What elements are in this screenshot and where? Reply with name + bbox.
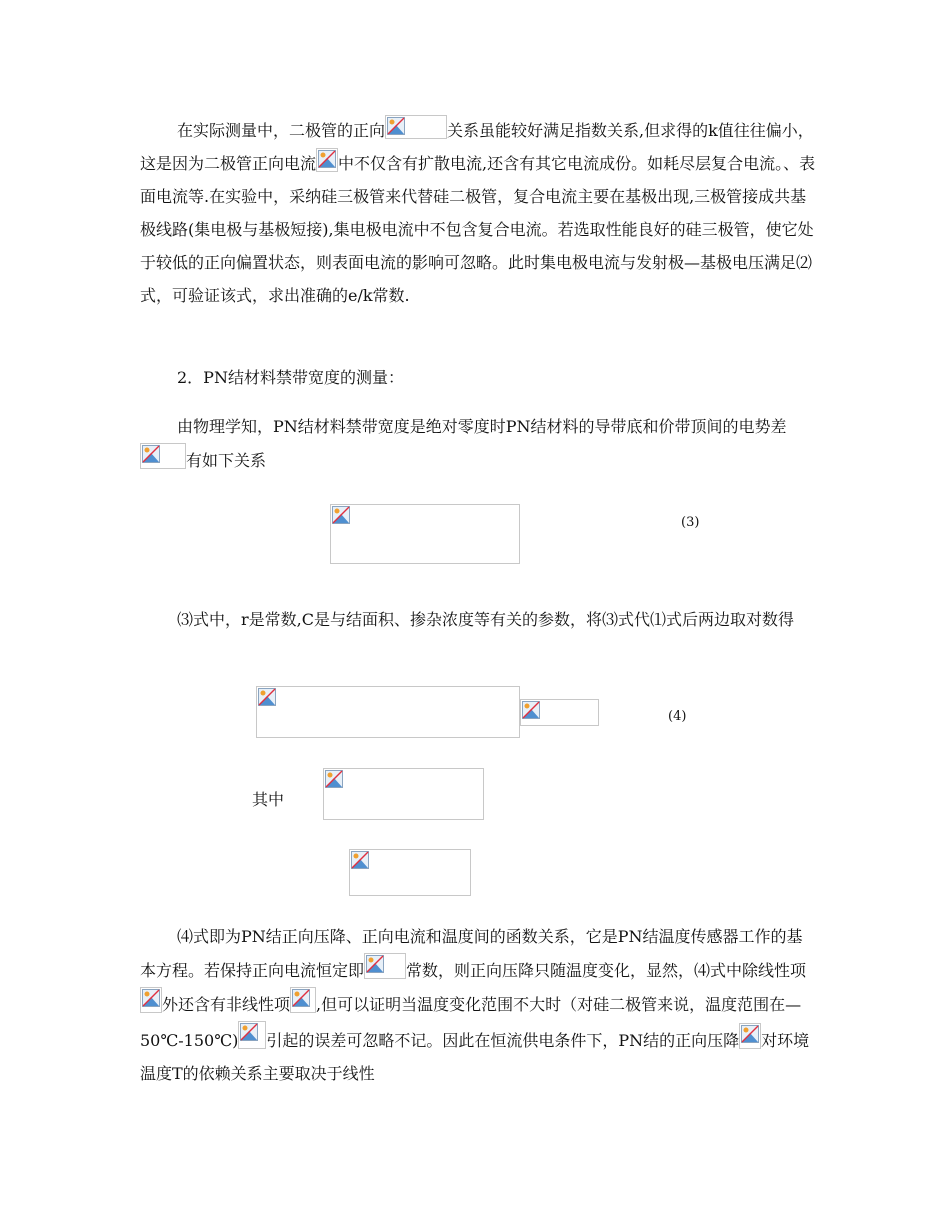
equation-4-image [256,686,520,738]
equation-3-image [330,504,520,564]
equation-4-number: (4) [668,709,687,724]
broken-image-icon [240,1023,258,1041]
section-heading: 2．PN结材料禁带宽度的测量： [177,368,404,387]
definition-1-image [323,768,484,820]
broken-image-icon [142,989,160,1007]
broken-image-icon [142,445,160,463]
equation-4-term-image [520,699,599,726]
broken-image-icon [292,989,310,1007]
paragraph-1: 在实际测量中，二极管的正向 关系虽能较好满足指数关系,但求得的k值往往偏小，这是因为二极管正向电流 中不仅含有扩散电流,还含有其它电流成份。如耗尽层复合电流。、表面电流等.在实验中，采纳硅三极管来代替硅二极管，复合电流主要在基极出现,三极管接成共基极线路(集电极与基极短接),集电极电流中不包含复合电流。若选取性能良好的硅三极管，使它处于较低的正向偏置状态，则表面电流的影响可忽略。此时集电极电流与发射极—基极电压满足⑵式，可验证该式，求出准确的e/k常数. [140,114,816,312]
formula-image-placeholder [739,1023,761,1049]
broken-image-icon [387,117,405,135]
paragraph-5: ⑷式即为PN结正向压降、正向电流和温度间的函数关系，它是PN结温度传感器工作的基本方程。若保持正向电流恒定即 常数，则正向压降只随温度变化，显然，⑷式中除线性项 外还含有非线性项 ,但可以证明当温度变化范围不大时（对硅二极管来说，温度范围在—50℃-150℃) 引起的误差可忽略不记。因此在恒流供电条件下，PN结的正向压降 对环境温度T的依赖关系主要取决于线性 [140,927,810,1083]
broken-image-icon [522,701,540,719]
paragraph-3: 由物理学知，PN结材料禁带宽度是绝对零度时PN结材料的导带底和价带顶间的电势差 有如下关系 [140,410,816,477]
broken-image-icon [318,150,336,168]
broken-image-icon [741,1025,759,1043]
formula-image-placeholder [385,115,447,139]
where-label: 其中 [252,790,285,809]
broken-image-icon [366,955,384,973]
formula-image-placeholder [290,987,316,1013]
formula-image-placeholder [140,443,186,469]
broken-image-icon [332,506,350,524]
broken-image-icon [325,770,343,788]
formula-image-placeholder [238,1021,266,1049]
formula-image-placeholder [364,953,406,979]
paragraph-4: ⑶式中，r是常数,C是与结面积、掺杂浓度等有关的参数，将⑶式代⑴式后两边取对数得 [177,610,794,629]
broken-image-icon [351,851,369,869]
broken-image-icon [258,688,276,706]
equation-3-number: (3) [681,515,700,530]
definition-2-image [349,849,471,896]
formula-image-placeholder [316,148,338,172]
formula-image-placeholder [140,987,162,1013]
